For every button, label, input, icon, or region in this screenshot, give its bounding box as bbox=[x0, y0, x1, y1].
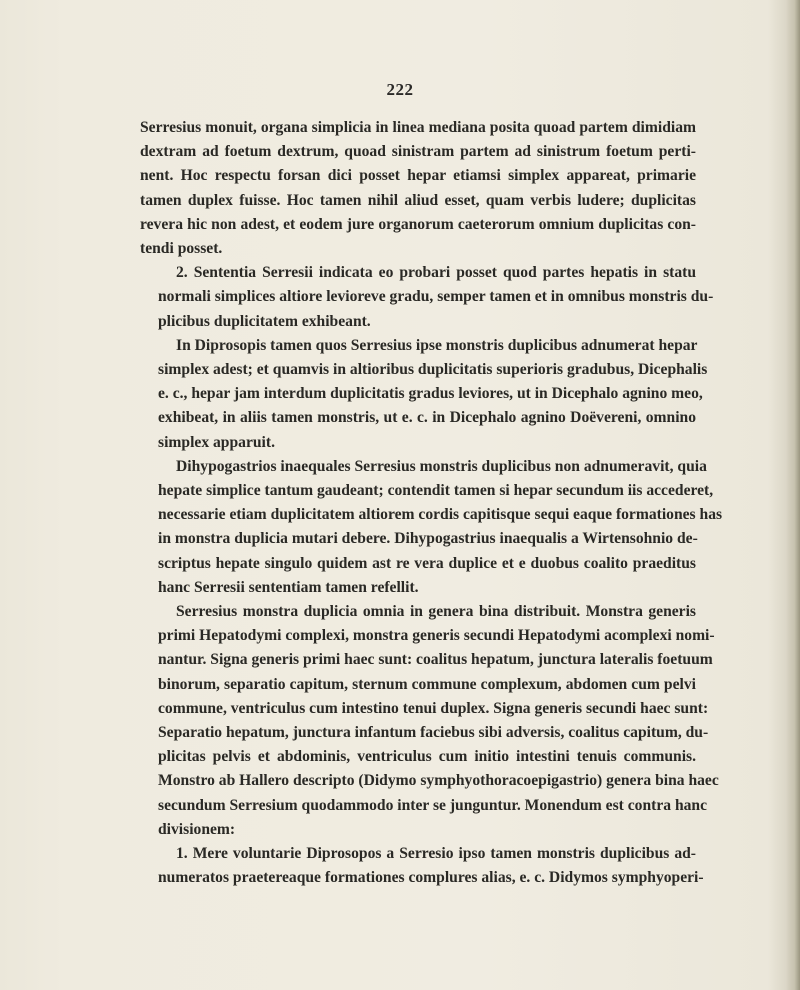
page-number: 222 bbox=[386, 80, 414, 99]
text-line: nantur. Signa generis primi haec sunt: coalitus hepatum, junctura lateralis foetuum bbox=[158, 651, 713, 669]
text-line: 1. Mere voluntarie Diprosopos a Serresio ipso tamen monstris duplicibus ad- bbox=[176, 845, 696, 863]
text-line: plicibus duplicitatem exhibeant. bbox=[158, 312, 371, 330]
text-line: commune, ventriculus cum intestino tenui duplex. Signa generis secundi haec sunt: bbox=[158, 699, 709, 717]
text-line: Dihypogastrios inaequales Serresius monstris duplicibus non adnumeravit, quia bbox=[176, 457, 707, 475]
text-line: Monstro ab Hallero descripto (Didymo symphyothoracoepigastrio) genera bina haec bbox=[158, 772, 719, 790]
paragraph bbox=[140, 842, 704, 890]
text-line: dextram ad foetum dextrum, quoad sinistram partem ad sinistrum foetum perti- bbox=[140, 143, 696, 161]
text-line: revera hic non adest, et eodem jure organorum caeterorum omnium duplicitas con- bbox=[140, 215, 696, 233]
text-line: nent. Hoc respectu forsan dici posset hepar etiamsi simplex appareat, primarie bbox=[140, 167, 696, 185]
paragraph bbox=[140, 600, 719, 842]
text-line: hanc Serresii sententiam tamen refellit. bbox=[158, 578, 419, 596]
page-edge-shadow bbox=[786, 0, 800, 990]
paragraph bbox=[140, 455, 723, 600]
text-line: normali simplices altiore levioreve gradu, semper tamen et in omnibus monstris du- bbox=[158, 288, 714, 306]
text-line: Serresius monuit, organa simplicia in linea mediana posita quoad partem dimidiam bbox=[140, 119, 696, 136]
paragraph bbox=[140, 261, 714, 334]
text-line: tendi posset. bbox=[140, 240, 223, 258]
text-line: hepate simplice tantum gaudeant; contendit tamen si hepar secundum iis accederet, bbox=[158, 482, 714, 500]
text-line: plicitas pelvis et abdominis, ventriculus cum initio intestini tenuis communis. bbox=[158, 748, 696, 766]
text-line: primi Hepatodymi complexi, monstra generis secundi Hepatodymi acomplexi nomi- bbox=[158, 627, 715, 645]
text-line: divisionem: bbox=[158, 820, 236, 838]
text-line: simplex adest; et quamvis in altioribus duplicitatis superioris gradubus, Dicephalis bbox=[158, 361, 708, 379]
text-line: 2. Sententia Serresii indicata eo probari posset quod partes hepatis in statu bbox=[176, 264, 696, 282]
paragraph bbox=[140, 334, 708, 455]
text-line: in monstra duplicia mutari debere. Dihypogastrius inaequalis a Wirtensohnio de- bbox=[158, 530, 698, 548]
body-text bbox=[140, 116, 723, 891]
text-line: e. c., hepar jam interdum duplicitatis gradus leviores, ut in Dicephalo agnino meo, bbox=[158, 385, 703, 403]
text-line: simplex apparuit. bbox=[158, 433, 275, 451]
text-line: exhibeat, in aliis tamen monstris, ut e. c. in Dicephalo agnino Doëvereni, omnino bbox=[158, 409, 696, 427]
text-line: In Diprosopis tamen quos Serresius ipse monstris duplicibus adnumerat hepar bbox=[176, 336, 698, 354]
paragraph bbox=[140, 116, 696, 261]
text-line: secundum Serresium quodammodo inter se junguntur. Monendum est contra hanc bbox=[158, 796, 708, 814]
text-line: binorum, separatio capitum, sternum commune complexum, abdomen cum pelvi bbox=[158, 675, 696, 693]
text-line: Serresius monstra duplicia omnia in genera bina distribuit. Monstra generis bbox=[176, 603, 696, 621]
text-line: tamen duplex fuisse. Hoc tamen nihil aliud esset, quam verbis ludere; duplicitas bbox=[140, 191, 696, 209]
text-line: scriptus hepate singulo quidem ast re vera duplice et e duobus coalito praeditus bbox=[158, 554, 696, 572]
text-line: necessarie etiam duplicitatem altiorem cordis capitisque sequi eaque formationes has bbox=[158, 506, 723, 524]
text-line: numeratos praetereaque formationes complures alias, e. c. Didymos symphyoperi- bbox=[158, 869, 704, 887]
text-line: Separatio hepatum, junctura infantum faciebus sibi adversis, coalitus capitum, du- bbox=[158, 724, 709, 742]
